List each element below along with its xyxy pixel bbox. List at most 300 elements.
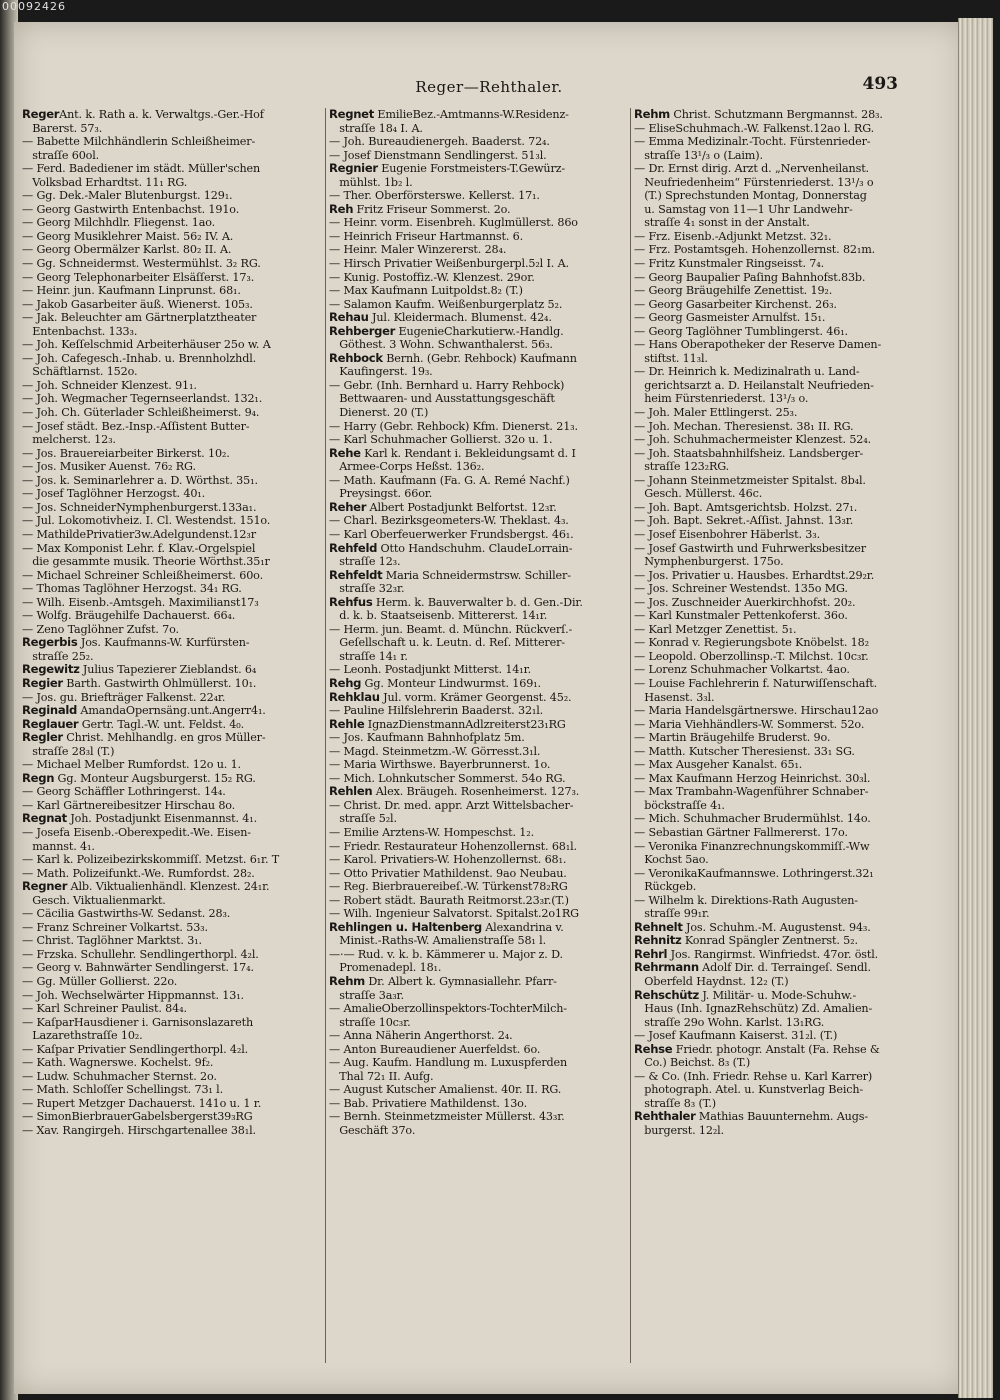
- entry-text: Gesch. Viktualienmarkt.: [22, 893, 166, 907]
- directory-entry-line: [22, 894, 324, 908]
- surname-heading: Rehse: [634, 1042, 673, 1056]
- entry-text: — Max Kaufmann Luitpoldst.8₂ (T.): [329, 284, 523, 298]
- directory-entry-line: [634, 406, 936, 420]
- directory-entry-line: [329, 758, 631, 772]
- directory-entry-line: [329, 1083, 631, 1097]
- directory-entry-line: [22, 975, 324, 989]
- entry-text: — Karl Schuhmacher Gollierst. 32o u. 1.: [329, 433, 553, 447]
- directory-entry-line: [329, 745, 631, 759]
- directory-entry-line: [634, 596, 936, 610]
- page-number: 493: [862, 74, 898, 94]
- directory-entry-line: [329, 975, 631, 989]
- directory-entry-line: [22, 731, 324, 745]
- entry-text: — Louise Fachlehrerin f. Naturwiſſenschaft.: [634, 676, 878, 690]
- directory-entry-line: [634, 420, 936, 434]
- directory-entry-line: [22, 189, 324, 203]
- surname-heading: Regerbis: [22, 636, 78, 650]
- directory-entry-line: [22, 379, 324, 393]
- directory-entry-line: [634, 271, 936, 285]
- entry-text: — Heinr. jun. Kaufmann Linprunst. 68₁.: [22, 284, 241, 298]
- entry-text: — Maria Wirthswe. Bayerbrunnerst. 1o.: [329, 758, 551, 772]
- entry-text: Christ. Mehlhandlg. en gros Müller-: [62, 731, 266, 745]
- directory-entry-line: [329, 162, 631, 176]
- entry-text: — Xav. Rangirgeh. Hirschgartenallee 38₁l.: [22, 1124, 256, 1138]
- directory-entry-line: [22, 934, 324, 948]
- entry-text: — Georg Gasmeister Arnulfst. 15₁.: [634, 311, 826, 325]
- directory-entry-line: [634, 352, 936, 366]
- entry-text: — Georg Obermälzer Karlst. 80₂ II. A.: [22, 243, 232, 257]
- directory-entry-line: [634, 338, 936, 352]
- entry-text: straſſe 28₃l (T.): [22, 744, 115, 758]
- directory-entry-line: [329, 1056, 631, 1070]
- directory-entry-line: [634, 311, 936, 325]
- entry-text: — Joh. Cafegesch.-Inhab. u. Brennholzhdl.: [22, 351, 257, 365]
- directory-entry-line: [329, 311, 631, 325]
- entry-text: Göthest. 3 Wohn. Schwanthalerst. 56₃.: [329, 338, 553, 352]
- directory-entry-line: [329, 1016, 631, 1030]
- directory-entry-line: [329, 1110, 631, 1124]
- entry-text: — Herm. jun. Beamt. d. Münchn. Rückverſ.-: [329, 622, 573, 636]
- directory-entry-line: [22, 1124, 324, 1138]
- directory-entry-line: [329, 1097, 631, 1111]
- directory-entry-line: [329, 108, 631, 122]
- directory-entry-line: [329, 677, 631, 691]
- directory-entry-line: [22, 406, 324, 420]
- entry-text: straſſe 123₂RG.: [634, 460, 730, 474]
- directory-entry-line: [22, 149, 324, 163]
- directory-entry-line: [22, 271, 324, 285]
- directory-entry-line: [22, 623, 324, 637]
- surname-heading: Regler: [22, 731, 63, 745]
- directory-entry-line: [22, 501, 324, 515]
- entry-text: — Dr. Ernst dirig. Arzt d. „Nervenheilanst.: [634, 162, 869, 176]
- entry-text: Schäftlarnst. 152o.: [22, 365, 138, 379]
- entry-text: — Aug. Kaufm. Handlung m. Luxuspferden: [329, 1056, 568, 1070]
- entry-text: — Karl Schreiner Paulist. 84₄.: [22, 1002, 187, 1016]
- directory-entry-line: [329, 785, 631, 799]
- directory-entry-line: [329, 216, 631, 230]
- entry-text: — Josef Gastwirth und Fuhrwerksbesitzer: [634, 541, 866, 555]
- entry-text: — Jos. Privatier u. Hausbes. Erhardtst.29₂r.: [634, 568, 875, 582]
- entry-text: Karl k. Rendant i. Bekleidungsamt d. I: [360, 446, 576, 460]
- directory-entry-line: [634, 1083, 936, 1097]
- directory-entry-line: [22, 257, 324, 271]
- column-divider: [630, 108, 631, 1363]
- entry-text: — Jak. Beleuchter am Gärtnerplatztheater: [22, 311, 257, 325]
- entry-text: Adolf Dir. d. Terraingeſ. Sendl.: [698, 961, 871, 975]
- directory-entry-line: [634, 1043, 936, 1057]
- entry-text: straſſe 99₁r.: [634, 907, 710, 921]
- directory-entry-line: [22, 1083, 324, 1097]
- directory-entry-line: [634, 785, 936, 799]
- directory-entry-line: [22, 840, 324, 854]
- entry-text: — Jos. Zuschneider Auerkirchhofst. 20₂.: [634, 595, 856, 609]
- directory-entry-line: [634, 487, 936, 501]
- entry-text: — Georg Musiklehrer Maist. 56₂ IV. A.: [22, 229, 234, 243]
- entry-text: Geschäft 37o.: [329, 1124, 416, 1138]
- directory-entry-line: [329, 636, 631, 650]
- directory-entry-line: [634, 433, 936, 447]
- entry-text: — Georg Bräugehilfe Zenettist. 19₂.: [634, 284, 833, 298]
- entry-text: — Leonh. Postadjunkt Mitterst. 14₁r.: [329, 663, 531, 677]
- entry-text: Gesch. Müllerst. 46c.: [634, 487, 763, 501]
- directory-entry-line: [634, 663, 936, 677]
- column-3: [634, 108, 936, 1368]
- directory-entry-line: [22, 704, 324, 718]
- running-title: Reger—Rehthaler.: [415, 78, 563, 96]
- entry-text: — Pauline Hilfslehrerin Baaderst. 32₁l.: [329, 704, 544, 718]
- directory-entry-line: [329, 596, 631, 610]
- directory-entry-line: [634, 840, 936, 854]
- entry-text: — Joh. Bureaudienergeh. Baaderst. 72₄.: [329, 135, 550, 149]
- directory-entry-line: [634, 216, 936, 230]
- directory-entry-line: [22, 663, 324, 677]
- directory-entry-line: [329, 772, 631, 786]
- directory-entry-line: [329, 989, 631, 1003]
- directory-entry-line: [634, 907, 936, 921]
- directory-columns: [22, 108, 962, 1368]
- directory-entry-line: [634, 623, 936, 637]
- running-head: [14, 60, 964, 96]
- directory-entry-line: [634, 325, 936, 339]
- entry-text: — Karl Metzger Zenettist. 5₁.: [634, 622, 797, 636]
- entry-text: — Joh. Schneider Klenzest. 91₁.: [22, 378, 197, 392]
- directory-entry-line: [634, 609, 936, 623]
- entry-text: — Sebastian Gärtner Fallmererst. 17o.: [634, 825, 848, 839]
- directory-entry-line: [634, 555, 936, 569]
- entry-text: Oberfeld Haydnst. 12₂ (T.): [634, 975, 789, 988]
- entry-text: — Josef städt. Bez.-Insp.-Aſſistent Butter-: [22, 419, 250, 433]
- directory-entry-line: [329, 420, 631, 434]
- directory-entry-line: [634, 731, 936, 745]
- entry-text: EmilieBez.-Amtmanns-W.Residenz-: [373, 108, 569, 121]
- directory-entry-line: [634, 514, 936, 528]
- entry-text: mühlst. 1b₂ l.: [329, 175, 413, 189]
- entry-text: Christ. Schutzmann Bergmannst. 28₃.: [669, 108, 883, 121]
- directory-entry-line: [634, 948, 936, 962]
- entry-text: — Dr. Heinrich k. Medizinalrath u. Land-: [634, 365, 860, 379]
- entry-text: — Joh. Wechselwärter Hippmannst. 13₁.: [22, 988, 244, 1002]
- entry-text: — Michael Schreiner Schleißheimerst. 60o.: [22, 568, 263, 582]
- surname-heading: Rehe: [329, 446, 361, 460]
- entry-text: Rückgeb.: [634, 880, 697, 894]
- directory-entry-line: [22, 230, 324, 244]
- entry-text: — Martin Bräugehilfe Bruderst. 9o.: [634, 731, 831, 745]
- directory-entry-line: [634, 1029, 936, 1043]
- directory-entry-line: [22, 677, 324, 691]
- directory-entry-line: [634, 284, 936, 298]
- surname-heading: Regnat: [22, 812, 67, 826]
- entry-text: — Salamon Kaufm. Weißenburgerplatz 5₂.: [329, 297, 563, 311]
- entry-text: — Harry (Gebr. Rehbock) Kfm. Dienerst. 21₃.: [329, 419, 578, 433]
- directory-entry-line: [634, 745, 936, 759]
- entry-text: straſſe 12₃.: [329, 555, 401, 569]
- surname-heading: Regier: [22, 676, 63, 690]
- surname-heading: Reglauer: [22, 717, 79, 731]
- directory-entry-line: [634, 812, 936, 826]
- directory-entry-line: [329, 176, 631, 190]
- directory-entry-line: [22, 542, 324, 556]
- entry-text: — Hirsch Privatier Weißenburgerpl.5₂l I. A.: [329, 257, 569, 271]
- directory-entry-line: [329, 474, 631, 488]
- entry-text: — Rupert Metzger Dachauerst. 141o u. 1 r.: [22, 1096, 262, 1110]
- entry-text: — Jos. k. Seminarlehrer a. D. Wörthst. 35₁.: [22, 473, 258, 487]
- entry-text: burgerst. 12₂l.: [634, 1124, 725, 1138]
- entry-text: — Friedr. Restaurateur Hohenzollernst. 68₁l.: [329, 839, 577, 853]
- entry-text: — Gg. Schneidermst. Westermühlst. 3₂ RG.: [22, 257, 261, 271]
- entry-text: Promenadepl. 18₁.: [329, 961, 442, 975]
- directory-entry-line: [329, 867, 631, 881]
- entry-text: straſſe 10c₃r.: [329, 1015, 411, 1029]
- directory-entry-line: [22, 433, 324, 447]
- directory-entry-line: [634, 961, 936, 975]
- entry-text: — Wilhelm k. Direktions-Rath Augusten-: [634, 893, 858, 907]
- entry-text: — Jos. Brauereiarbeiter Birkerst. 10₂.: [22, 446, 230, 460]
- surname-heading: Reh: [329, 202, 354, 216]
- directory-entry-line: [22, 1070, 324, 1084]
- entry-text: straſſe 13¹/₃ o (Laim).: [634, 148, 763, 162]
- entry-text: die gesammte musik. Theorie Wörthst.35₁r: [22, 555, 270, 569]
- directory-entry-line: [329, 948, 631, 962]
- entry-text: — Max Trambahn-Wagenführer Schnaber-: [634, 785, 869, 799]
- entry-text: straſſe 18₄ I. A.: [329, 121, 423, 135]
- entry-text: Bettwaaren- und Ausstattungsgeschäft: [329, 392, 555, 406]
- entry-text: — Karl Kunstmaler Pettenkoferst. 36o.: [634, 609, 848, 623]
- directory-entry-line: [329, 894, 631, 908]
- directory-entry-line: [329, 934, 631, 948]
- entry-text: — Jakob Gasarbeiter äuß. Wienerst. 105₃.: [22, 297, 253, 311]
- directory-entry-line: [634, 135, 936, 149]
- entry-text: — Kunig. Postoffiz.-W. Klenzest. 29or.: [329, 270, 535, 284]
- directory-entry-line: [634, 108, 936, 122]
- entry-text: — Christ. Taglöhner Marktst. 3₁.: [22, 934, 202, 948]
- entry-text: Joh. Postadjunkt Eisenmannst. 4₁.: [66, 812, 258, 826]
- surname-heading: Regewitz: [22, 663, 80, 677]
- directory-entry-line: [329, 298, 631, 312]
- directory-entry-line: [329, 582, 631, 596]
- entry-text: — Frz. Postamtsgeh. Hohenzollernst. 82₁m.: [634, 243, 876, 257]
- directory-entry-line: [329, 392, 631, 406]
- entry-text: Fritz Friseur Sommerst. 2o.: [353, 202, 511, 216]
- directory-entry-line: [22, 122, 324, 136]
- directory-entry-line: [329, 135, 631, 149]
- entry-text: — Zeno Taglöhner Zufst. 7o.: [22, 622, 179, 636]
- entry-text: straſſe 14₁ r.: [329, 649, 408, 663]
- surname-heading: Reher: [329, 500, 367, 514]
- directory-entry-line: [634, 365, 936, 379]
- entry-text: — Christ. Dr. med. appr. Arzt Wittelsbacher-: [329, 798, 574, 812]
- directory-entry-line: [329, 609, 631, 623]
- entry-text: stiftst. 11₃l.: [634, 351, 708, 365]
- entry-text: — VeronikaKaufmannswe. Lothringerst.32₁: [634, 866, 874, 880]
- entry-text: — Maria Handelsgärtnerswe. Hirschau12ao: [634, 704, 879, 718]
- directory-entry-line: [329, 799, 631, 813]
- directory-entry-line: [22, 135, 324, 149]
- entry-text: — Hans Oberapotheker der Reserve Damen-: [634, 338, 882, 352]
- entry-text: — AmalieOberzollinspektors-TochterMilch-: [329, 1002, 567, 1016]
- surname-heading: Rehle: [329, 717, 365, 731]
- surname-heading: Rehrl: [634, 947, 668, 961]
- directory-entry-line: [634, 528, 936, 542]
- entry-text: straſſe 32₃r.: [329, 582, 405, 596]
- entry-text: — Georg v. Bahnwärter Sendlingerst. 17₄.: [22, 961, 254, 975]
- directory-entry-line: [329, 352, 631, 366]
- entry-text: — Emilie Arztens-W. Hompeschst. 1₂.: [329, 825, 534, 839]
- directory-entry-line: [329, 907, 631, 921]
- entry-text: — Joh. Bapt. Sekret.-Aſſist. Jahnst. 13₃r.: [634, 514, 854, 528]
- entry-text: Herm. k. Bauverwalter b. d. Gen.-Dir.: [372, 595, 583, 609]
- directory-entry-line: [22, 243, 324, 257]
- book-page-edges: [958, 18, 993, 1398]
- surname-heading: Rehg: [329, 676, 362, 690]
- entry-text: Gg. Monteur Lindwurmst. 169₁.: [361, 676, 541, 690]
- entry-text: gerichtsarzt a. D. Heilanstalt Neufrieden-: [634, 378, 874, 392]
- directory-page: [14, 22, 964, 1394]
- directory-entry-line: [634, 758, 936, 772]
- entry-text: — Math. Schloſſer Schellingst. 73₁ l.: [22, 1083, 224, 1097]
- surname-heading: Reginald: [22, 704, 78, 718]
- surname-heading: Regn: [22, 771, 55, 785]
- entry-text: photograph. Atel. u. Kunstverlag Beich-: [634, 1083, 864, 1097]
- column-2: [329, 108, 631, 1368]
- surname-heading: Regnier: [329, 162, 378, 176]
- directory-entry-line: [22, 569, 324, 583]
- entry-text: — Karl k. Polizeibezirkskommiſſ. Metzst. 6₁r. T: [22, 853, 280, 867]
- directory-entry-line: [22, 311, 324, 325]
- column-1: [22, 108, 324, 1368]
- entry-text: Thal 72₁ II. Aufg.: [329, 1069, 434, 1083]
- directory-entry-line: [22, 365, 324, 379]
- entry-text: — Frzska. Schullehr. Sendlingerthorpl. 4₂l.: [22, 947, 259, 961]
- directory-entry-line: [634, 162, 936, 176]
- directory-entry-line: [329, 704, 631, 718]
- directory-entry-line: [329, 555, 631, 569]
- entry-text: — Josef Kaufmann Kaiserst. 31₂l. (T.): [634, 1029, 838, 1043]
- directory-entry-line: [22, 284, 324, 298]
- directory-entry-line: [22, 555, 324, 569]
- entry-text: melcherst. 12₃.: [22, 433, 116, 447]
- entry-text: — Georg Milchhdlr. Fliegenst. 1ao.: [22, 216, 216, 230]
- entry-text: — Lorenz Schuhmacher Volkartst. 4ao.: [634, 663, 850, 677]
- directory-entry-line: [634, 582, 936, 596]
- entry-text: Dr. Albert k. Gymnasiallehr. Pfarr-: [364, 975, 557, 988]
- entry-text: — Georg Taglöhner Tumblingerst. 46₁.: [634, 324, 848, 338]
- entry-text: — August Kutscher Amalienst. 40r. II. RG.: [329, 1083, 562, 1097]
- directory-entry-line: [329, 731, 631, 745]
- entry-text: — Georg Baupalier Paſing Bahnhofst.83b.: [634, 270, 866, 284]
- directory-entry-line: [22, 1056, 324, 1070]
- entry-text: — Jos. gu. Briefträger Falkenst. 22₄r.: [22, 690, 226, 704]
- surname-heading: Reger: [22, 108, 60, 121]
- directory-entry-line: [329, 501, 631, 515]
- directory-entry-line: [22, 758, 324, 772]
- directory-entry-line: [329, 365, 631, 379]
- entry-text: — Georg Telephonarbeiter Elsäſſerst. 17₃.: [22, 270, 255, 284]
- entry-text: Kaufingerst. 19₃.: [329, 365, 433, 379]
- directory-entry-line: [22, 582, 324, 596]
- entry-text: — Max Kaufmann Herzog Heinrichst. 30₃l.: [634, 771, 871, 785]
- entry-text: Jos. Kaufmanns-W. Kurfürsten-: [77, 636, 250, 650]
- directory-entry-line: [634, 392, 936, 406]
- directory-entry-line: [22, 691, 324, 705]
- entry-text: — Joh. Maler Ettlingerst. 25₃.: [634, 406, 798, 420]
- directory-entry-line: [22, 799, 324, 813]
- entry-text: Julius Tapezierer Zieblandst. 6₄: [79, 663, 257, 677]
- entry-text: — Jos. Schreiner Westendst. 135o MG.: [634, 582, 848, 596]
- entry-text: — Math. Polizeifunkt.-We. Rumfordst. 28₂.: [22, 866, 255, 880]
- entry-text: — Heinr. Maler Winzererst. 28₄.: [329, 243, 507, 257]
- entry-text: Dienerst. 20 (T.): [329, 406, 429, 420]
- entry-text: — Reg. Bierbrauereibeſ.-W. Türkenst78₂RG: [329, 880, 568, 894]
- entry-text: — Ferd. Badediener im städt. Müller'schen: [22, 162, 261, 176]
- surname-heading: Rehfeld: [329, 541, 378, 555]
- entry-text: — & Co. (Inh. Friedr. Rehse u. Karl Karrer): [634, 1069, 873, 1083]
- directory-entry-line: [329, 663, 631, 677]
- directory-entry-line: [634, 894, 936, 908]
- directory-entry-line: [329, 284, 631, 298]
- surname-heading: Rehbock: [329, 351, 383, 365]
- directory-entry-line: [329, 487, 631, 501]
- directory-entry-line: [634, 149, 936, 163]
- entry-text: — Konrad v. Regierungsbote Knöbelst. 18₂: [634, 636, 869, 650]
- directory-entry-line: [634, 243, 936, 257]
- entry-text: Gertr. Tagl.-W. unt. Feldst. 4₀.: [78, 717, 244, 731]
- entry-text: — Josef Dienstmann Sendlingerst. 51₃l.: [329, 148, 547, 162]
- entry-text: Minist.-Raths-W. Amalienstraſſe 58₁ l.: [329, 934, 546, 948]
- entry-text: — Joh. Ch. Güterlader Schleißheimerst. 9₄.: [22, 406, 260, 420]
- entry-text: — KaſparHausdiener i. Garnisonslazareth: [22, 1015, 254, 1029]
- directory-entry-line: [22, 812, 324, 826]
- directory-entry-line: [329, 569, 631, 583]
- directory-entry-line: [22, 487, 324, 501]
- directory-entry-line: [634, 867, 936, 881]
- surname-heading: Rehau: [329, 311, 369, 325]
- entry-text: — SimonBierbrauerGabelsbergerst39₃RG: [22, 1110, 253, 1124]
- entry-text: Nymphenburgerst. 175o.: [634, 555, 784, 569]
- directory-entry-line: [329, 230, 631, 244]
- entry-text: — Joh. Wegmacher Tegernseerlandst. 132₁.: [22, 392, 263, 406]
- directory-entry-line: [329, 271, 631, 285]
- surname-heading: Rehschütz: [634, 988, 699, 1002]
- entry-text: — Georg Gasarbeiter Kirchenst. 26₃.: [634, 297, 837, 311]
- entry-text: Alex. Bräugeh. Rosenheimerst. 127₃.: [372, 785, 580, 799]
- directory-entry-line: [22, 921, 324, 935]
- entry-text: — Gebr. (Inh. Bernhard u. Harry Rehbock): [329, 378, 565, 392]
- directory-entry-line: [22, 216, 324, 230]
- directory-entry-line: [634, 230, 936, 244]
- entry-text: — Charl. Bezirksgeometers-W. Theklast. 4₃.: [329, 514, 569, 528]
- entry-text: heim Fürstenriederst. 13¹/₃ o.: [634, 392, 809, 406]
- directory-entry-line: [22, 176, 324, 190]
- directory-entry-line: [634, 189, 936, 203]
- directory-entry-line: [329, 338, 631, 352]
- directory-entry-line: [22, 718, 324, 732]
- surname-heading: Rehlingen u. Haltenberg: [329, 920, 482, 934]
- entry-text: — Kath. Wagnerswe. Kochelst. 9f₂.: [22, 1056, 214, 1070]
- entry-text: — Emma Medizinalr.-Tocht. Fürstenrieder-: [634, 135, 871, 149]
- directory-entry-line: [634, 501, 936, 515]
- entry-text: — Math. Kaufmann (Fa. G. A. Remé Nachf.): [329, 473, 570, 487]
- directory-entry-line: [329, 542, 631, 556]
- directory-entry-line: [634, 880, 936, 894]
- entry-text: Co.) Beichst. 8₃ (T.): [634, 1056, 751, 1070]
- directory-entry-line: [22, 989, 324, 1003]
- entry-text: — Heinr. vorm. Eisenbreh. Kuglmüllerst. 86o: [329, 216, 578, 230]
- entry-text: IgnazDienstmannAdlzreiterst23₁RG: [364, 717, 566, 731]
- directory-entry-line: [329, 853, 631, 867]
- directory-entry-line: [22, 162, 324, 176]
- directory-entry-line: [329, 122, 631, 136]
